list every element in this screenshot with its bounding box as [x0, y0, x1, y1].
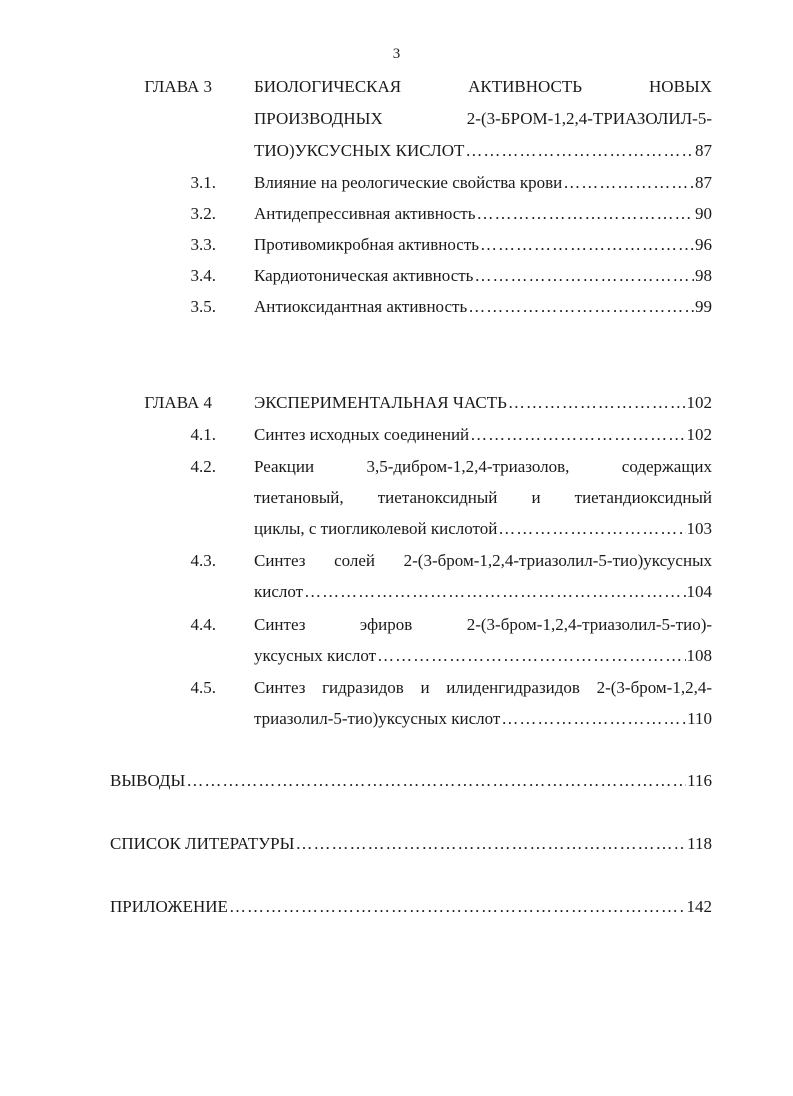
toc-4-4-line1: [254, 614, 712, 636]
toc-entry-page: 116: [687, 771, 712, 790]
toc-entry-text: Влияние на реологические свойства крови: [254, 173, 563, 192]
word: НОВЫХ: [649, 77, 713, 96]
toc-entry-page: 103: [686, 519, 712, 538]
toc-label-3-5: 3.5.: [190, 297, 216, 316]
toc-entry-page: 108: [686, 646, 712, 665]
toc-ch3-text: ТИО)УКСУСНЫХ КИСЛОТ: [254, 141, 465, 160]
word: гидразидов: [322, 678, 404, 697]
toc-entry-3-4: [254, 265, 712, 287]
toc-entry-page: 104: [686, 582, 712, 601]
toc-entry-text: уксусных кислот: [254, 646, 377, 665]
leader-dots: [295, 833, 686, 855]
leader-dots: [186, 770, 686, 792]
word: и: [531, 488, 541, 507]
toc-4-3-line1: [254, 550, 712, 572]
toc-entry-page: 96: [695, 235, 712, 254]
toc-entry-3-1: [254, 172, 712, 194]
page-number: 3: [392, 46, 401, 62]
word: 2-(3-бром-1,2,4-триазолил-5-тио)уксусных: [403, 551, 712, 570]
word: Синтез: [254, 551, 306, 570]
toc-entry-references: [110, 833, 712, 855]
leader-dots: [468, 296, 694, 318]
word: 2-(3-бром-1,2,4-: [596, 678, 712, 697]
toc-entry-page: 87: [695, 173, 712, 192]
leader-dots: [304, 581, 685, 603]
word: 3,5-дибром-1,2,4-триазолов,: [366, 457, 570, 476]
toc-4-2-line2: [254, 487, 712, 509]
word: ПРОИЗВОДНЫХ: [254, 109, 383, 128]
toc-entry-text: СПИСОК ЛИТЕРАТУРЫ: [110, 834, 295, 853]
toc-4-4-line2: [254, 645, 712, 667]
word: АКТИВНОСТЬ: [468, 77, 582, 96]
toc-ch3-line3: [254, 140, 712, 162]
toc-entry-text: ЭКСПЕРИМЕНТАЛЬНАЯ ЧАСТЬ: [254, 393, 507, 412]
toc-label-4-1: 4.1.: [190, 425, 216, 444]
toc-ch3-line1: [254, 76, 712, 98]
toc-entry-text: ПРИЛОЖЕНИЕ: [110, 897, 228, 916]
toc-label-4-5: 4.5.: [190, 678, 216, 697]
toc-label-3-3: 3.3.: [190, 235, 216, 254]
leader-dots: [480, 234, 694, 256]
word: и: [420, 678, 430, 697]
toc-entry-3-5: [254, 296, 712, 318]
toc-label-ch3: ГЛАВА 3: [144, 77, 212, 96]
toc-4-2-line3: [254, 518, 712, 540]
toc-entry-appendix: [110, 896, 712, 918]
word: тиетаноксидный: [377, 488, 498, 507]
toc-label-ch4: ГЛАВА 4: [144, 393, 212, 412]
toc-ch3-page: 87: [695, 141, 712, 160]
toc-label-4-2: 4.2.: [190, 457, 216, 476]
toc-entry-3-3: [254, 234, 712, 256]
word: эфиров: [359, 615, 413, 634]
leader-dots: [377, 645, 685, 667]
toc-entry-text: циклы, с тиогликолевой кислотой: [254, 519, 498, 538]
toc-label-3-1: 3.1.: [190, 173, 216, 192]
leader-dots: [476, 203, 694, 225]
word: тиетандиоксидный: [574, 488, 713, 507]
leader-dots: [465, 140, 694, 162]
word: Реакции: [254, 457, 315, 476]
word: илиденгидразидов: [446, 678, 580, 697]
leader-dots: [229, 896, 686, 918]
leader-dots: [474, 265, 694, 287]
word: содержащих: [621, 457, 713, 476]
word: 2-(3-БРОМ-1,2,4-ТРИАЗОЛИЛ-5-: [466, 109, 712, 128]
toc-label-4-3: 4.3.: [190, 551, 216, 570]
toc-label-3-2: 3.2.: [190, 204, 216, 223]
toc-entry-page: 99: [695, 297, 712, 316]
word: 2-(3-бром-1,2,4-триазолил-5-тио)-: [466, 615, 713, 634]
toc-entry-text: кислот: [254, 582, 304, 601]
leader-dots: [508, 392, 686, 414]
toc-ch3-line2: [254, 108, 712, 130]
leader-dots: [501, 708, 686, 730]
toc-entry-3-2: [254, 203, 712, 225]
toc-label-3-4: 3.4.: [190, 266, 216, 285]
toc-entry-page: 118: [687, 834, 712, 853]
toc-entry-page: 90: [695, 204, 712, 223]
toc-entry-text: триазолил-5-тио)уксусных кислот: [254, 709, 501, 728]
word: Синтез: [254, 678, 306, 697]
word: БИОЛОГИЧЕСКАЯ: [254, 77, 402, 96]
toc-4-5-line1: [254, 677, 712, 699]
toc-entry-ch4: [254, 392, 712, 414]
toc-entry-page: 110: [687, 709, 712, 728]
toc-entry-conclusions: [110, 770, 712, 792]
toc-entry-text: Противомикробная активность: [254, 235, 480, 254]
word: тиетановый,: [254, 488, 344, 507]
toc-entry-text: Антиоксидантная активность: [254, 297, 468, 316]
toc-entry-page: 142: [686, 897, 712, 916]
toc-4-2-line1: [254, 456, 712, 478]
word: солей: [334, 551, 376, 570]
toc-entry-page: 102: [686, 393, 712, 412]
leader-dots: [470, 424, 685, 446]
leader-dots: [563, 172, 694, 194]
toc-4-3-line2: [254, 581, 712, 603]
toc-entry-text: Антидепрессивная активность: [254, 204, 476, 223]
toc-label-4-4: 4.4.: [190, 615, 216, 634]
toc-entry-page: 98: [695, 266, 712, 285]
toc-entry-4-1: [254, 424, 712, 446]
toc-entry-text: ВЫВОДЫ: [110, 771, 186, 790]
word: Синтез: [254, 615, 306, 634]
toc-entry-text: Синтез исходных соединений: [254, 425, 470, 444]
leader-dots: [498, 518, 685, 540]
toc-entry-page: 102: [686, 425, 712, 444]
toc-4-5-line2: [254, 708, 712, 730]
toc-entry-text: Кардиотоническая активность: [254, 266, 474, 285]
